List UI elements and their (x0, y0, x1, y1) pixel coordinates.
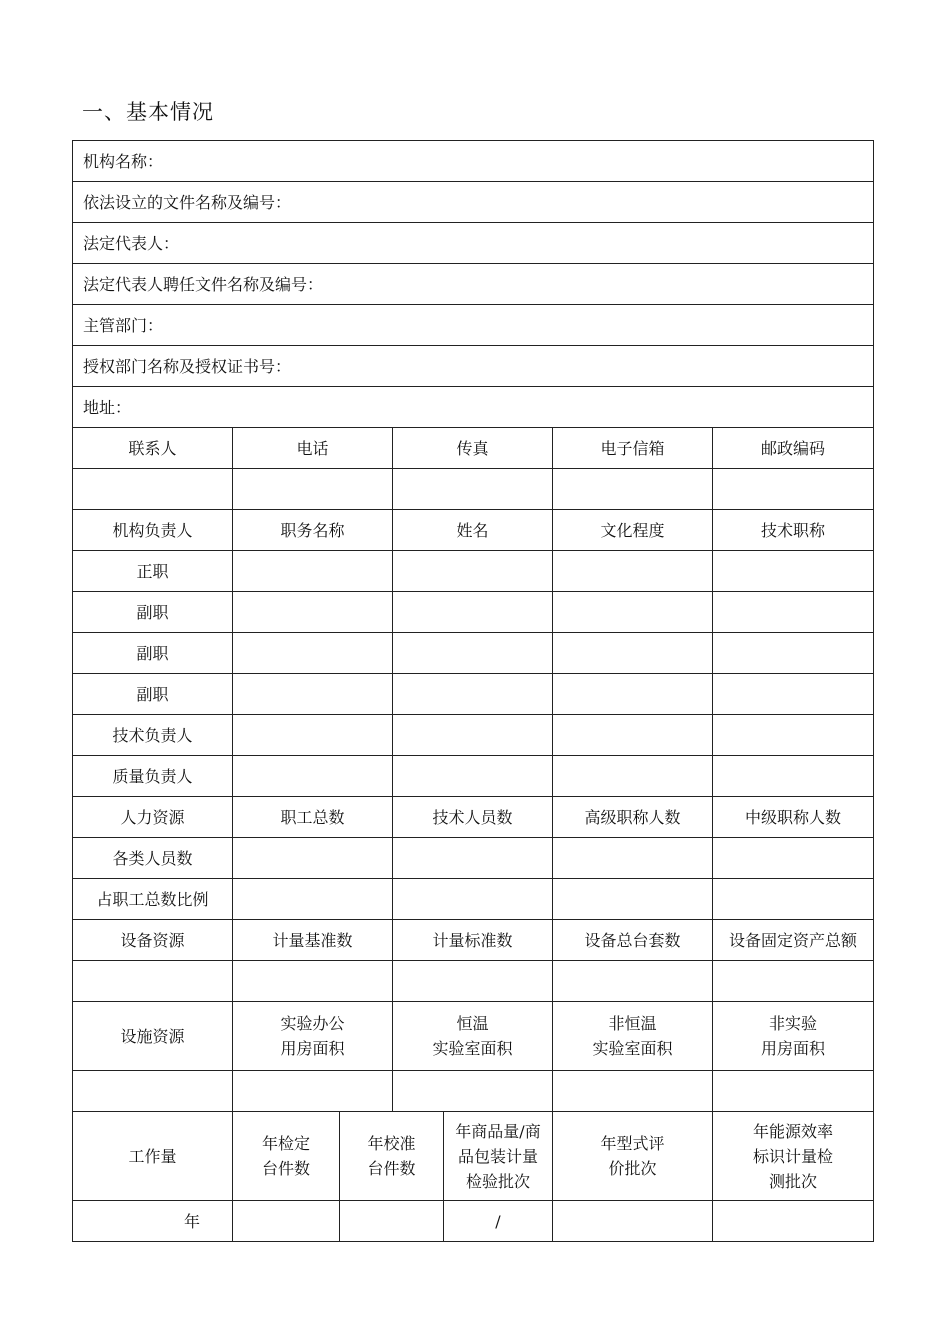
slash-cell: / (444, 1201, 553, 1242)
table-cell-input[interactable] (553, 715, 713, 756)
workload-header-cell: 年能源效率 标识计量检 测批次 (713, 1112, 874, 1201)
supervising-dept-field[interactable]: 主管部门： (73, 305, 874, 346)
workload-header-row (73, 1112, 874, 1201)
table-cell-input[interactable] (553, 1071, 713, 1112)
row-label: 副职 (73, 633, 233, 674)
table-cell-input[interactable] (393, 633, 553, 674)
contact-header-cell: 传真 (393, 428, 553, 469)
table-cell-input[interactable] (713, 633, 874, 674)
fax-input[interactable] (393, 469, 553, 510)
row-label: 质量负责人 (73, 756, 233, 797)
contact-header-cell: 电话 (233, 428, 393, 469)
equipment-header-cell: 设备资源 (73, 920, 233, 961)
table-cell-input[interactable] (553, 1201, 713, 1242)
equipment-header-cell: 设备总台套数 (553, 920, 713, 961)
table-cell-input[interactable] (713, 592, 874, 633)
leader-header-cell: 姓名 (393, 510, 553, 551)
row-label: 各类人员数 (73, 838, 233, 879)
contact-person-input[interactable] (73, 469, 233, 510)
email-input[interactable] (553, 469, 713, 510)
table-cell-input[interactable] (713, 715, 874, 756)
table-cell-input[interactable] (553, 674, 713, 715)
equipment-header-row (73, 920, 874, 961)
hr-header-row (73, 797, 874, 838)
leader-header-cell: 文化程度 (553, 510, 713, 551)
org-name-field[interactable]: 机构名称： (73, 141, 874, 182)
row-label: 副职 (73, 674, 233, 715)
facility-header-cell: 实验办公 用房面积 (233, 1002, 393, 1071)
legal-rep-appointment-field[interactable]: 法定代表人聘任文件名称及编号： (73, 264, 874, 305)
table-cell-input[interactable] (713, 756, 874, 797)
table-cell-input[interactable] (233, 1201, 340, 1242)
table-cell-input[interactable] (393, 592, 553, 633)
hr-header-cell: 中级职称人数 (713, 797, 874, 838)
workload-header-cell: 年型式评 价批次 (553, 1112, 713, 1201)
leader-row (73, 674, 874, 715)
table-cell-input[interactable] (393, 1071, 553, 1112)
table-cell-input[interactable] (233, 674, 393, 715)
hr-header-cell: 人力资源 (73, 797, 233, 838)
hr-row (73, 879, 874, 920)
table-cell-input[interactable] (553, 633, 713, 674)
table-cell-input[interactable] (393, 879, 553, 920)
table-cell-input[interactable] (393, 674, 553, 715)
table-cell-input[interactable] (233, 756, 393, 797)
table-cell-input[interactable] (713, 879, 874, 920)
hr-header-cell: 职工总数 (233, 797, 393, 838)
row-label: 正职 (73, 551, 233, 592)
equipment-header-cell: 计量基准数 (233, 920, 393, 961)
facility-header-cell: 恒温 实验室面积 (393, 1002, 553, 1071)
legal-rep-field[interactable]: 法定代表人： (73, 223, 874, 264)
table-cell-input[interactable] (233, 961, 393, 1002)
hr-header-cell: 高级职称人数 (553, 797, 713, 838)
table-cell-input[interactable] (233, 551, 393, 592)
postcode-input[interactable] (713, 469, 874, 510)
row-label: 占职工总数比例 (73, 879, 233, 920)
table-cell-input[interactable] (553, 756, 713, 797)
basic-info-table (72, 140, 874, 1242)
table-cell-input[interactable] (393, 756, 553, 797)
table-cell-input[interactable] (713, 551, 874, 592)
table-cell-input[interactable] (73, 1071, 233, 1112)
row-label: 副职 (73, 592, 233, 633)
table-cell-input[interactable] (233, 633, 393, 674)
contact-header-row (73, 428, 874, 469)
leader-row (73, 633, 874, 674)
contact-header-cell: 联系人 (73, 428, 233, 469)
leader-header-cell: 机构负责人 (73, 510, 233, 551)
address-field[interactable]: 地址： (73, 387, 874, 428)
table-cell-input[interactable] (553, 879, 713, 920)
table-cell-input[interactable] (553, 838, 713, 879)
hr-row (73, 838, 874, 879)
workload-header-cell: 年商品量/商 品包装计量 检验批次 (444, 1112, 553, 1201)
facility-header-cell: 非实验 用房面积 (713, 1002, 874, 1071)
table-cell-input[interactable] (340, 1201, 444, 1242)
leader-row (73, 715, 874, 756)
facility-header-row (73, 1002, 874, 1071)
contact-header-cell: 邮政编码 (713, 428, 874, 469)
row-label: 技术负责人 (73, 715, 233, 756)
section-title: 一、基本情况 (82, 100, 214, 124)
contact-input-row (73, 469, 874, 510)
equipment-header-cell: 设备固定资产总额 (713, 920, 874, 961)
facility-header-cell: 非恒温 实验室面积 (553, 1002, 713, 1071)
facility-input-row (73, 1071, 874, 1112)
equipment-input-row (73, 961, 874, 1002)
contact-header-cell: 电子信箱 (553, 428, 713, 469)
workload-input-row (73, 1201, 874, 1242)
workload-header-label: 工作量 (73, 1112, 233, 1201)
establishment-doc-field[interactable]: 依法设立的文件名称及编号： (73, 182, 874, 223)
leader-header-cell: 技术职称 (713, 510, 874, 551)
table-cell-input[interactable] (553, 592, 713, 633)
table-cell-input[interactable] (233, 879, 393, 920)
authorization-field[interactable]: 授权部门名称及授权证书号： (73, 346, 874, 387)
table-cell-input[interactable] (713, 961, 874, 1002)
table-cell-input[interactable] (393, 551, 553, 592)
year-label: 年 (73, 1201, 233, 1242)
table-cell-input[interactable] (73, 961, 233, 1002)
table-cell-input[interactable] (393, 715, 553, 756)
table-cell-input[interactable] (233, 1071, 393, 1112)
leader-row (73, 756, 874, 797)
hr-header-cell: 技术人员数 (393, 797, 553, 838)
facility-header-label: 设施资源 (73, 1002, 233, 1071)
phone-input[interactable] (233, 469, 393, 510)
table-cell-input[interactable] (553, 551, 713, 592)
leader-header-cell: 职务名称 (233, 510, 393, 551)
table-cell-input[interactable] (713, 674, 874, 715)
table-cell-input[interactable] (393, 961, 553, 1002)
table-cell-input[interactable] (233, 592, 393, 633)
table-cell-input[interactable] (233, 838, 393, 879)
leader-row (73, 551, 874, 592)
table-cell-input[interactable] (233, 715, 393, 756)
workload-header-cell: 年校准 台件数 (340, 1112, 444, 1201)
table-cell-input[interactable] (393, 838, 553, 879)
table-cell-input[interactable] (713, 1201, 874, 1242)
workload-header-cell: 年检定 台件数 (233, 1112, 340, 1201)
table-cell-input[interactable] (713, 1071, 874, 1112)
table-cell-input[interactable] (713, 838, 874, 879)
equipment-header-cell: 计量标准数 (393, 920, 553, 961)
leader-header-row (73, 510, 874, 551)
table-cell-input[interactable] (553, 961, 713, 1002)
leader-row (73, 592, 874, 633)
